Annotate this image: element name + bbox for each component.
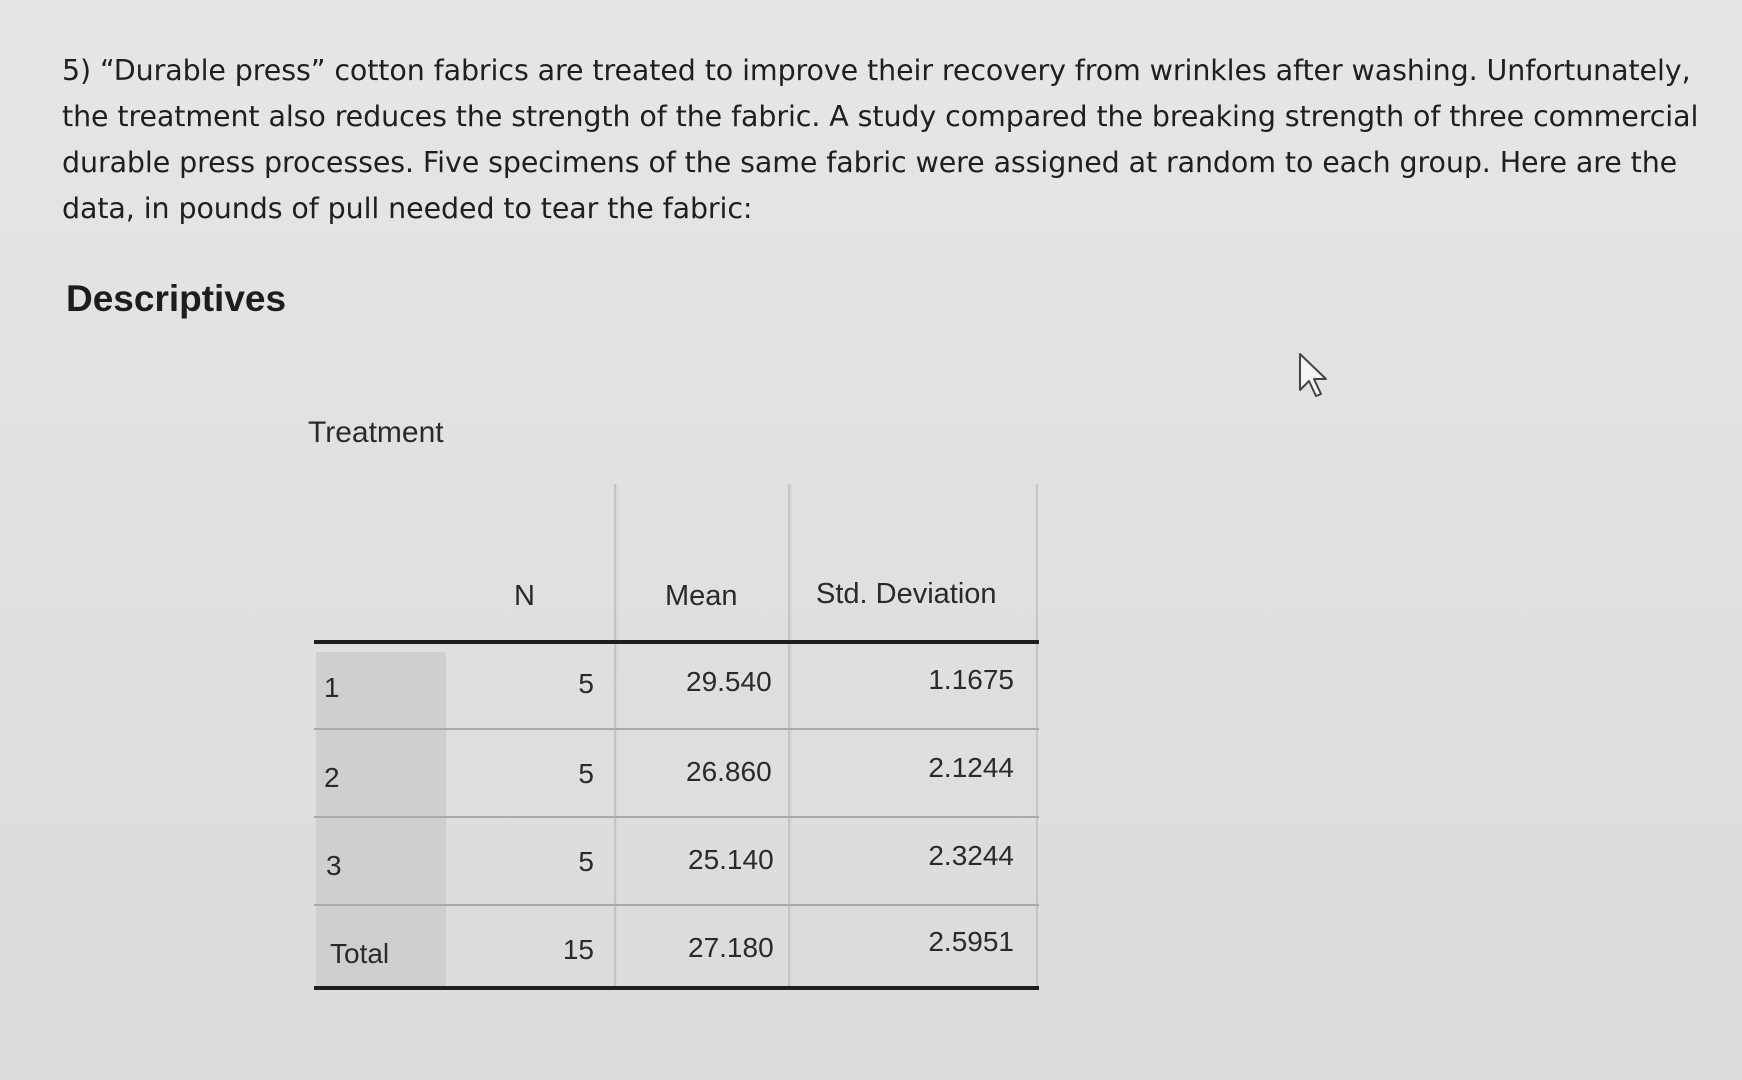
column-divider	[616, 484, 618, 990]
cell-std-deviation: 2.1244	[928, 752, 1014, 783]
cell-mean: 29.540	[686, 666, 772, 697]
descriptives-title: Descriptives	[66, 278, 287, 319]
column-divider	[1036, 484, 1038, 990]
cell-mean: 27.180	[688, 932, 774, 963]
cell-std-deviation: 1.1675	[928, 664, 1014, 695]
row-label: 2	[324, 762, 340, 793]
question-text: 5) “Durable press” cotton fabrics are treated to improve their recovery from wrinkles after washing. Unfortunately, the treatment also reduces the strength of the fabric. A study compared the breaking strength of three commercial durable press processes. Five specimens of the same fabric were assigned at random to each group. Here are the data, in pounds of pull needed to tear the fabric:	[62, 54, 1699, 225]
row-label: 1	[324, 672, 340, 703]
table-bottom-rule	[314, 986, 1039, 990]
cell-mean: 26.860	[686, 756, 772, 787]
cell-n: 5	[578, 668, 594, 699]
cell-std-deviation: 2.5951	[928, 926, 1014, 957]
cell-n: 15	[562, 934, 594, 965]
row-divider	[314, 816, 1039, 818]
row-label: Total	[330, 938, 390, 969]
cell-std-deviation: 2.3244	[928, 840, 1014, 871]
cell-mean: 25.140	[688, 844, 774, 875]
cell-n: 5	[578, 846, 594, 877]
row-divider	[314, 904, 1039, 906]
mouse-pointer-icon	[1298, 352, 1332, 400]
column-divider	[790, 484, 792, 990]
header-rule	[314, 640, 1039, 644]
treatment-label: Treatment	[308, 416, 444, 449]
header-mean: Mean	[665, 580, 738, 612]
descriptives-table	[314, 484, 1039, 1010]
row-divider	[314, 728, 1039, 730]
row-label: 3	[326, 850, 342, 881]
cell-n: 5	[578, 758, 594, 789]
header-std-deviation: Std. Deviation	[816, 578, 997, 610]
header-n: N	[514, 580, 535, 612]
